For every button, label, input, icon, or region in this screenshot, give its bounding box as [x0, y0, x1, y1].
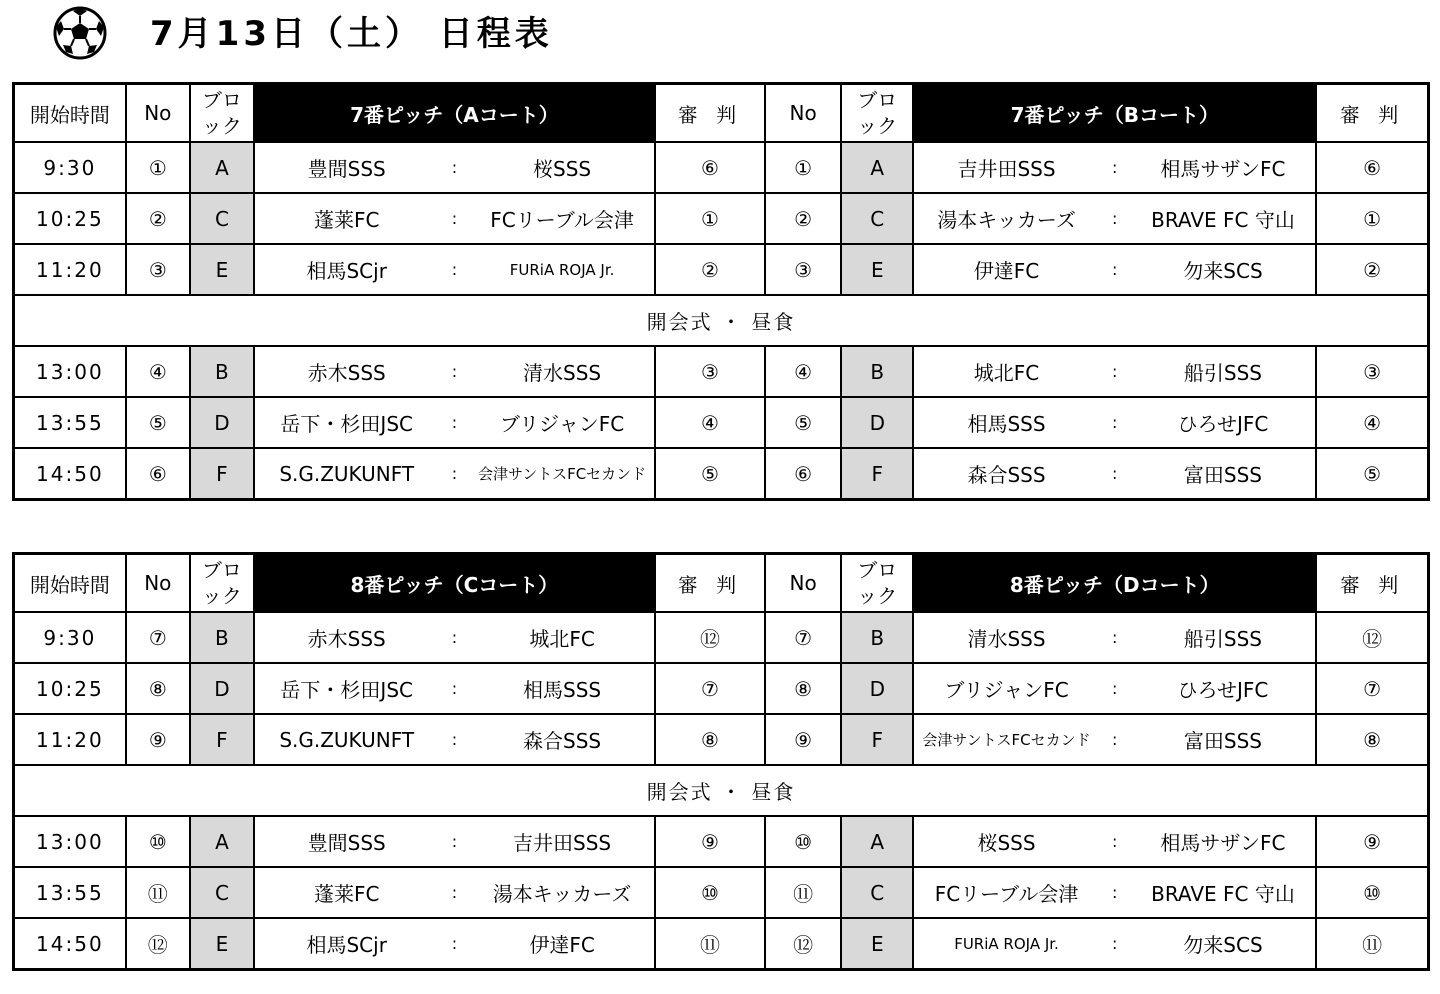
versus-colon: :	[1112, 832, 1118, 851]
referee-number: ⑫	[1316, 612, 1428, 663]
table-header-row	[14, 84, 1429, 143]
match-number: ⑥	[765, 448, 841, 500]
match-cell	[254, 816, 655, 867]
schedule-table-2	[12, 552, 1430, 971]
block-label: D	[190, 397, 254, 448]
team-home: 相馬SCjr	[306, 259, 387, 283]
referee-number: ⑧	[655, 714, 765, 765]
block-label: D	[841, 663, 913, 714]
block-label: D	[190, 663, 254, 714]
referee-number: ②	[655, 244, 765, 295]
team-home: 岳下・杉田JSC	[280, 678, 413, 702]
match-number: ③	[765, 244, 841, 295]
team-away: 船引SSS	[1183, 361, 1263, 385]
versus-colon: :	[451, 628, 458, 647]
team-away: ブリジャンFC	[499, 412, 625, 436]
break-row	[14, 765, 1429, 816]
versus-colon: :	[451, 362, 458, 381]
block-label: B	[190, 612, 254, 663]
match-number: ⑩	[126, 816, 190, 867]
header-no: No	[765, 84, 841, 143]
referee-number: ⑦	[1316, 663, 1428, 714]
match-cell	[913, 397, 1316, 448]
match-cell	[254, 142, 655, 193]
block-label: F	[841, 714, 913, 765]
match-number: ④	[126, 346, 190, 397]
block-label: E	[841, 918, 913, 970]
team-home: 赤木SSS	[307, 361, 386, 385]
match-cell	[913, 448, 1316, 500]
referee-number: ④	[655, 397, 765, 448]
block-label: A	[841, 816, 913, 867]
versus-colon: :	[1112, 260, 1118, 279]
match-number: ⑧	[765, 663, 841, 714]
match-cell	[254, 397, 655, 448]
versus-colon: :	[451, 413, 458, 432]
block-label: F	[190, 714, 254, 765]
match-cell	[913, 142, 1316, 193]
match-number: ①	[126, 142, 190, 193]
team-home: ブリジャンFC	[944, 678, 1069, 702]
table-row	[14, 867, 1429, 918]
versus-colon: :	[451, 260, 458, 279]
referee-number: ③	[1316, 346, 1428, 397]
referee-number: ⑪	[655, 918, 765, 970]
start-time: 13:00	[14, 346, 126, 397]
match-number: ⑥	[126, 448, 190, 500]
match-cell	[254, 193, 655, 244]
team-home: 会津サントスFCセカンド	[922, 731, 1091, 749]
referee-number: ⑤	[655, 448, 765, 500]
match-number: ⑦	[765, 612, 841, 663]
team-home: FCリーブル会津	[934, 882, 1079, 906]
header-referee-right: 審 判	[1316, 84, 1428, 143]
block-label: C	[190, 867, 254, 918]
header-pitch-right: 7番ピッチ（Bコート）	[913, 84, 1316, 143]
match-number: ③	[126, 244, 190, 295]
versus-colon: :	[1112, 413, 1118, 432]
start-time: 13:00	[14, 816, 126, 867]
match-cell	[913, 193, 1316, 244]
match-cell	[913, 867, 1316, 918]
header-pitch-left: 8番ピッチ（Cコート）	[254, 554, 655, 613]
block-label: E	[841, 244, 913, 295]
team-away: 湯本キッカーズ	[492, 882, 632, 906]
versus-colon: :	[1112, 730, 1118, 749]
match-number: ⑧	[126, 663, 190, 714]
start-time: 10:25	[14, 193, 126, 244]
versus-colon: :	[451, 883, 458, 902]
header-no: No	[126, 554, 190, 613]
referee-number: ①	[1316, 193, 1428, 244]
header-block: ブロック	[841, 554, 913, 613]
start-time: 11:20	[14, 244, 126, 295]
team-away: 清水SSS	[523, 361, 602, 385]
team-home: FURiA ROJA Jr.	[954, 934, 1059, 953]
match-cell	[913, 714, 1316, 765]
start-time: 13:55	[14, 867, 126, 918]
team-away: BRAVE FC 守山	[1151, 882, 1295, 906]
soccer-ball-icon	[52, 5, 108, 61]
match-cell	[254, 663, 655, 714]
team-home: 清水SSS	[967, 627, 1046, 651]
team-home: 蓬莱FC	[313, 882, 380, 906]
break-row	[14, 295, 1429, 346]
table-row	[14, 918, 1429, 970]
versus-colon: :	[1112, 362, 1118, 381]
versus-colon: :	[1112, 209, 1118, 228]
match-cell	[254, 448, 655, 500]
team-home: 豊間SSS	[307, 157, 386, 181]
match-cell	[913, 816, 1316, 867]
team-away: 森合SSS	[523, 729, 602, 753]
team-home: 伊達FC	[973, 259, 1040, 283]
team-home: 蓬莱FC	[313, 208, 380, 232]
team-away: 伊達FC	[529, 933, 595, 957]
header-no: No	[126, 84, 190, 143]
team-home: 赤木SSS	[307, 627, 386, 651]
team-away: FURiA ROJA Jr.	[509, 260, 615, 279]
start-time: 9:30	[14, 142, 126, 193]
team-away: BRAVE FC 守山	[1151, 208, 1295, 232]
team-home: 吉井田SSS	[957, 157, 1056, 181]
start-time: 11:20	[14, 714, 126, 765]
table-row	[14, 193, 1429, 244]
referee-number: ④	[1316, 397, 1428, 448]
match-number: ⑤	[765, 397, 841, 448]
table-row	[14, 663, 1429, 714]
team-home: 城北FC	[973, 361, 1040, 385]
team-away: 城北FC	[529, 627, 595, 651]
versus-colon: :	[1112, 934, 1118, 953]
break-label: 開会式 ・ 昼食	[14, 765, 1429, 816]
match-cell	[254, 612, 655, 663]
match-number: ⑪	[765, 867, 841, 918]
match-number: ④	[765, 346, 841, 397]
referee-number: ⑥	[1316, 142, 1428, 193]
match-number: ②	[126, 193, 190, 244]
versus-colon: :	[1112, 158, 1118, 177]
referee-number: ②	[1316, 244, 1428, 295]
team-away: 相馬SSS	[523, 678, 602, 702]
referee-number: ⑧	[1316, 714, 1428, 765]
table-row	[14, 816, 1429, 867]
block-label: A	[190, 816, 254, 867]
versus-colon: :	[1112, 883, 1118, 902]
team-away: 勿来SCS	[1183, 259, 1263, 283]
match-number: ⑨	[126, 714, 190, 765]
break-label: 開会式 ・ 昼食	[14, 295, 1429, 346]
team-away: FCリーブル会津	[490, 208, 634, 232]
block-label: C	[190, 193, 254, 244]
block-label: F	[841, 448, 913, 500]
versus-colon: :	[1112, 679, 1118, 698]
block-label: C	[841, 867, 913, 918]
table-row	[14, 448, 1429, 500]
match-cell	[254, 714, 655, 765]
page-title: 7月13日（土） 日程表	[150, 14, 553, 54]
match-cell	[254, 346, 655, 397]
table-row	[14, 612, 1429, 663]
versus-colon: :	[451, 209, 458, 228]
start-time: 13:55	[14, 397, 126, 448]
match-number: ⑫	[126, 918, 190, 970]
match-number: ⑪	[126, 867, 190, 918]
team-home: 岳下・杉田JSC	[280, 412, 413, 436]
header-referee-left: 審 判	[655, 554, 765, 613]
block-label: A	[190, 142, 254, 193]
header-no: No	[765, 554, 841, 613]
team-away: 富田SSS	[1183, 463, 1263, 487]
match-number: ⑫	[765, 918, 841, 970]
team-away: 桜SSS	[533, 157, 592, 181]
block-label: B	[841, 346, 913, 397]
start-time: 10:25	[14, 663, 126, 714]
block-label: C	[841, 193, 913, 244]
header-referee-left: 審 判	[655, 84, 765, 143]
match-cell	[254, 244, 655, 295]
table-row	[14, 244, 1429, 295]
table-row	[14, 142, 1429, 193]
table-row	[14, 346, 1429, 397]
block-label: F	[190, 448, 254, 500]
referee-number: ⑨	[655, 816, 765, 867]
team-away: ひろせJFC	[1177, 412, 1269, 436]
match-number: ②	[765, 193, 841, 244]
block-label: D	[841, 397, 913, 448]
team-away: 吉井田SSS	[513, 831, 612, 855]
referee-number: ⑩	[655, 867, 765, 918]
referee-number: ⑤	[1316, 448, 1428, 500]
table-row	[14, 714, 1429, 765]
header-block: ブロック	[190, 554, 254, 613]
match-number: ⑩	[765, 816, 841, 867]
referee-number: ⑪	[1316, 918, 1428, 970]
block-label: A	[841, 142, 913, 193]
team-away: 相馬サザンFC	[1160, 831, 1286, 855]
match-cell	[913, 244, 1316, 295]
match-cell	[913, 346, 1316, 397]
match-cell	[913, 918, 1316, 970]
referee-number: ①	[655, 193, 765, 244]
referee-number: ⑩	[1316, 867, 1428, 918]
team-away: ひろせJFC	[1177, 678, 1269, 702]
team-away: 船引SSS	[1183, 627, 1263, 651]
team-home: 桜SSS	[977, 831, 1036, 855]
match-number: ⑤	[126, 397, 190, 448]
versus-colon: :	[1112, 464, 1118, 483]
team-home: 湯本キッカーズ	[937, 208, 1076, 232]
versus-colon: :	[451, 679, 458, 698]
start-time: 14:50	[14, 448, 126, 500]
match-number: ⑦	[126, 612, 190, 663]
team-home: 相馬SCjr	[306, 933, 387, 957]
team-home: 相馬SSS	[967, 412, 1046, 436]
header-time: 開始時間	[14, 84, 126, 143]
versus-colon: :	[451, 934, 458, 953]
table-row	[14, 397, 1429, 448]
referee-number: ⑨	[1316, 816, 1428, 867]
schedule-table-1	[12, 82, 1430, 501]
versus-colon: :	[451, 832, 458, 851]
start-time: 9:30	[14, 612, 126, 663]
header-pitch-left: 7番ピッチ（Aコート）	[254, 84, 655, 143]
team-home: S.G.ZUKUNFT	[279, 727, 415, 752]
versus-colon: :	[451, 158, 458, 177]
block-label: B	[841, 612, 913, 663]
team-home: S.G.ZUKUNFT	[279, 461, 415, 486]
match-number: ⑨	[765, 714, 841, 765]
team-away: 富田SSS	[1183, 729, 1263, 753]
referee-number: ③	[655, 346, 765, 397]
header-time: 開始時間	[14, 554, 126, 613]
block-label: B	[190, 346, 254, 397]
title-area	[52, 4, 108, 62]
team-away: 会津サントスFCセカンド	[477, 465, 647, 483]
match-cell	[913, 612, 1316, 663]
header-referee-right: 審 判	[1316, 554, 1428, 613]
match-cell	[254, 867, 655, 918]
match-cell	[913, 663, 1316, 714]
block-label: E	[190, 918, 254, 970]
versus-colon: :	[1112, 628, 1118, 647]
referee-number: ⑫	[655, 612, 765, 663]
header-block: ブロック	[190, 84, 254, 143]
table-header-row	[14, 554, 1429, 613]
team-home: 森合SSS	[967, 463, 1046, 487]
start-time: 14:50	[14, 918, 126, 970]
team-home: 豊間SSS	[307, 831, 386, 855]
header-block: ブロック	[841, 84, 913, 143]
versus-colon: :	[451, 464, 458, 483]
block-label: E	[190, 244, 254, 295]
team-away: 勿来SCS	[1183, 933, 1263, 957]
versus-colon: :	[451, 730, 458, 749]
referee-number: ⑥	[655, 142, 765, 193]
referee-number: ⑦	[655, 663, 765, 714]
match-cell	[254, 918, 655, 970]
header-pitch-right: 8番ピッチ（Dコート）	[913, 554, 1316, 613]
team-away: 相馬サザンFC	[1160, 157, 1286, 181]
match-number: ①	[765, 142, 841, 193]
